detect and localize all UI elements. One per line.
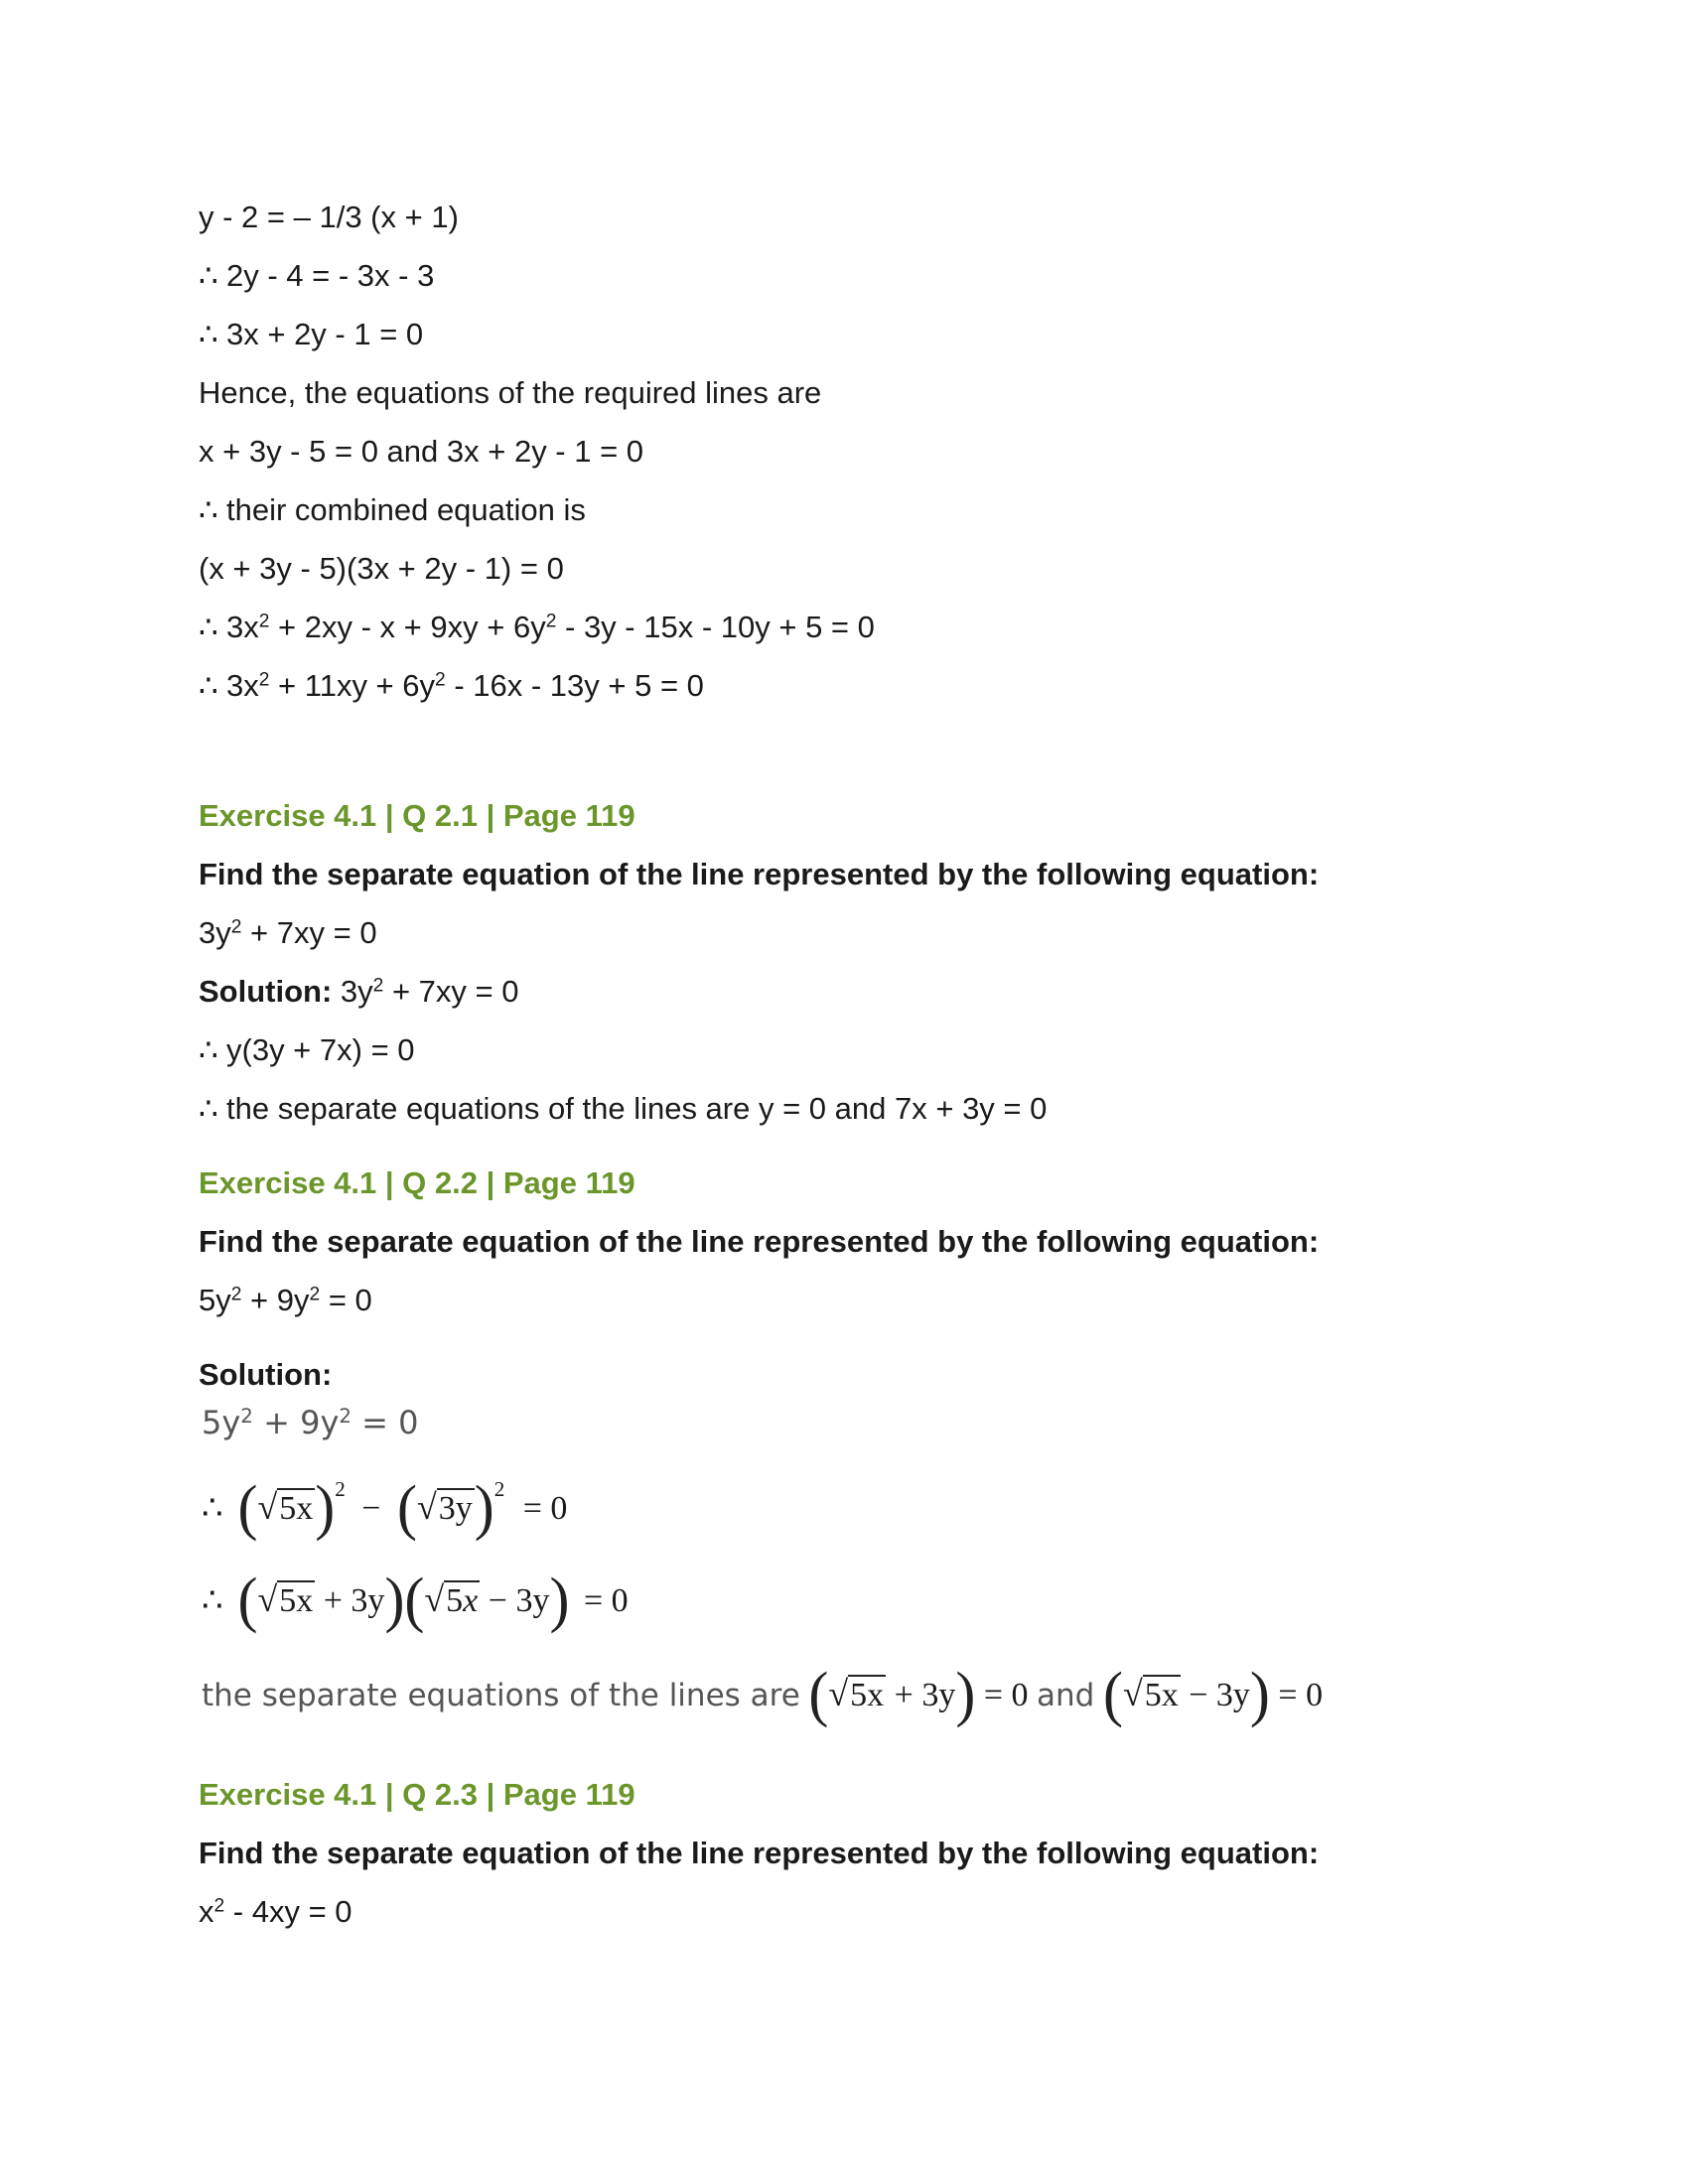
equation-text: + 7xy = 0 — [383, 974, 519, 1009]
paren-open: ( — [237, 1565, 258, 1634]
math-line — [202, 1565, 629, 1634]
equation-line — [199, 432, 643, 472]
equation-text: - 4xy = 0 — [224, 1894, 352, 1929]
equation-text: 3x — [226, 610, 259, 644]
text-line — [199, 490, 586, 530]
sqrt-symbol: √ — [424, 1579, 445, 1619]
equation-text: + 11xy + 6y — [269, 668, 436, 703]
equation-text: y(3y + 7x) = 0 — [226, 1032, 415, 1067]
paren-close: ) — [315, 1472, 336, 1542]
equation-text: − 3y — [488, 1582, 550, 1619]
superscript: 2 — [372, 975, 384, 997]
question-text: Find the separate equation of the line represented by the following equation: — [199, 1224, 1320, 1259]
equation-text: 3y — [332, 974, 373, 1009]
sqrt-symbol: √ — [416, 1487, 437, 1527]
superscript: 2 — [213, 1895, 225, 1917]
solution-label: Solution: — [199, 1357, 333, 1392]
paren-open: ( — [396, 1472, 417, 1542]
equation-text: x — [199, 1894, 214, 1929]
superscript: 2 — [309, 1284, 321, 1305]
equation-text: = 0 — [583, 1582, 629, 1619]
equation-text: 5y — [199, 1283, 231, 1317]
therefore-symbol: ∴ — [202, 1490, 223, 1527]
equation-text: + 9y — [241, 1283, 310, 1317]
paren-close: ) — [384, 1565, 405, 1634]
paren-open: ( — [808, 1659, 829, 1728]
superscript: 2 — [493, 1476, 505, 1501]
equation-text: = 0 — [522, 1490, 568, 1527]
body-text: and — [1037, 1678, 1095, 1713]
therefore-symbol: ∴ — [199, 492, 218, 527]
exercise-heading: Exercise 4.1 | Q 2.2 | Page 119 — [199, 1165, 635, 1200]
equation-text: = 0 — [1278, 1677, 1324, 1713]
question-text: Find the separate equation of the line represented by the following equation: — [199, 857, 1320, 891]
equation-text: - 16x - 13y + 5 = 0 — [445, 668, 704, 703]
paren-open: ( — [237, 1472, 258, 1542]
therefore-symbol: ∴ — [199, 610, 218, 644]
superscript: 2 — [230, 916, 242, 938]
equation-text: - 3y - 15x - 10y + 5 = 0 — [556, 610, 875, 644]
therefore-symbol: ∴ — [199, 317, 218, 351]
sqrt-symbol: √ — [1122, 1674, 1143, 1713]
superscript: 2 — [240, 1405, 253, 1429]
body-text: their combined equation is — [226, 492, 586, 527]
equation-line — [199, 666, 704, 706]
sqrt-symbol: √ — [828, 1674, 849, 1713]
superscript: 2 — [545, 611, 557, 632]
paren-close: ) — [474, 1472, 494, 1542]
equation-text: + 2xy - x + 9xy + 6y — [269, 610, 546, 644]
body-text: the separate equations of the lines are y = 0 and 7x + 3y = 0 — [226, 1091, 1048, 1126]
therefore-symbol: ∴ — [199, 1091, 218, 1126]
equation-line — [199, 315, 423, 354]
radicand: 5x — [279, 1490, 314, 1527]
equation-line — [199, 608, 875, 647]
paren-close: ) — [1249, 1659, 1270, 1728]
equation-line — [199, 913, 377, 953]
equation-text: + 7xy = 0 — [241, 915, 377, 950]
equation-text: + 3y — [323, 1582, 385, 1619]
math-line — [202, 1403, 419, 1442]
equation-text: = 0 — [320, 1283, 372, 1317]
minus-sign: − — [361, 1490, 381, 1527]
sqrt-symbol: √ — [257, 1487, 278, 1527]
equation-text: 3y — [199, 915, 231, 950]
equation-line — [199, 198, 459, 237]
equation-line — [199, 256, 434, 296]
equation-text: 3x — [226, 668, 259, 703]
superscript: 2 — [258, 669, 270, 691]
exercise-heading: Exercise 4.1 | Q 2.3 | Page 119 — [199, 1777, 635, 1812]
radicand: 5x — [279, 1582, 314, 1619]
paren-open: ( — [404, 1565, 425, 1634]
sqrt-symbol: √ — [257, 1579, 278, 1619]
paren-open: ( — [1102, 1659, 1123, 1728]
paren-close: ) — [955, 1659, 976, 1728]
solution-label: Solution: — [199, 974, 333, 1009]
equation-group — [808, 1659, 1037, 1728]
paren-close: ) — [549, 1565, 570, 1634]
therefore-symbol: ∴ — [199, 668, 218, 703]
equation-text: (x + 3y - 5)(3x + 2y - 1) = 0 — [199, 551, 564, 586]
equation-text: y - 2 = – 1/3 (x + 1) — [199, 200, 459, 234]
therefore-symbol: ∴ — [202, 1582, 223, 1619]
equation-text: = 0 — [983, 1677, 1029, 1713]
radicand: 5x — [850, 1677, 885, 1713]
text-line — [199, 1089, 1047, 1129]
equation-line — [199, 1030, 415, 1070]
therefore-symbol: ∴ — [199, 258, 218, 293]
superscript: 2 — [435, 669, 446, 691]
equation-group — [1102, 1659, 1324, 1728]
equation-text: 3x + 2y - 1 = 0 — [226, 317, 424, 351]
superscript: 2 — [335, 1476, 346, 1501]
equation-text: x + 3y - 5 = 0 and 3x + 2y - 1 = 0 — [199, 434, 644, 469]
solution-line — [199, 972, 518, 1012]
radicand-variable: x — [463, 1582, 479, 1619]
body-text: Hence, the equations of the required lines are — [199, 375, 822, 410]
text-line — [199, 373, 821, 413]
equation-text: − 3y — [1189, 1677, 1250, 1713]
body-text: the separate equations of the lines are — [202, 1678, 800, 1713]
therefore-symbol: ∴ — [199, 1032, 218, 1067]
radicand: 3y — [438, 1490, 473, 1527]
superscript: 2 — [230, 1284, 242, 1305]
question-text: Find the separate equation of the line represented by the following equation: — [199, 1836, 1320, 1870]
superscript: 2 — [339, 1405, 352, 1429]
equation-text: + 3y — [894, 1677, 956, 1713]
math-line — [202, 1472, 568, 1542]
exercise-heading: Exercise 4.1 | Q 2.1 | Page 119 — [199, 798, 635, 833]
math-line — [202, 1659, 1324, 1728]
equation-line — [199, 549, 564, 589]
equation-text: 2y - 4 = - 3x - 3 — [226, 258, 435, 293]
radicand: 5x — [1144, 1677, 1179, 1713]
equation-line — [199, 1281, 372, 1320]
radicand — [444, 1580, 480, 1619]
equation-text: + 9y — [252, 1404, 340, 1441]
radicand-number: 5 — [446, 1582, 464, 1619]
equation-text: 5y — [202, 1404, 241, 1441]
superscript: 2 — [258, 611, 270, 632]
equation-text: = 0 — [352, 1404, 419, 1441]
equation-line — [199, 1892, 352, 1932]
